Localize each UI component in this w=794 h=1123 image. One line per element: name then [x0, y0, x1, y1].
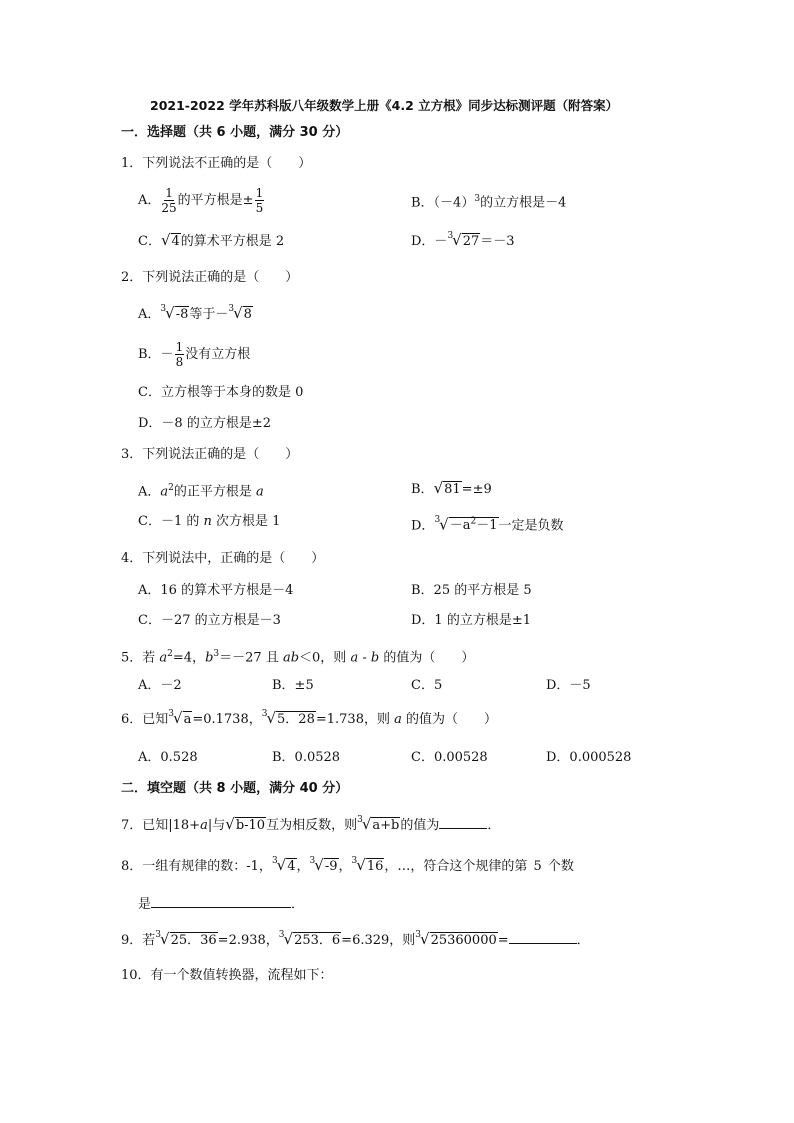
question-6-option-b: B．0.0528: [272, 750, 341, 765]
question-1-option-a: A． $\frac{1}{25}$ 的平方根是± $\frac{1}{5}$: [138, 186, 264, 215]
question-3-stem: 3．下列说法正确的是（ ）: [121, 447, 299, 462]
section-heading-fill: 二．填空题（共 8 小题，满分 40 分）: [121, 781, 349, 796]
question-6-option-d: D．0.000528: [546, 750, 632, 765]
page-title: 2021-2022 学年苏科版八年级数学上册《4.2 立方根》同步达标测评题（附答案）: [150, 98, 619, 113]
question-1-stem: 1．下列说法不正确的是（ ）: [121, 156, 312, 171]
question-3-option-b: B．√81=±9: [411, 479, 492, 497]
question-5-option-c: C．5: [411, 678, 443, 693]
question-2-stem: 2．下列说法正确的是（ ）: [121, 270, 299, 285]
question-9-stem: 9．若$^3$√25．36=2.938，$^3$√253．6=6.329，则$^3$√25360000= ．: [121, 930, 590, 948]
question-8-stem: 8．一组有规律的数：-1，$^3$√4，$^3$√-9，$^3$√16，…，符合这个规律的第 5 个数: [121, 856, 574, 874]
question-4-stem: 4．下列说法中，正确的是（ ）: [121, 551, 325, 566]
question-6-option-c: C．0.00528: [411, 750, 488, 765]
question-7-stem: 7．已知|18+a|与√b-10互为相反数，则$^3$√a+b的值为 ．: [121, 815, 501, 833]
answer-blank[interactable]: [151, 893, 291, 908]
question-8-line-2: 是 ．: [138, 893, 304, 914]
section-heading-choice: 一．选择题（共 6 小题，满分 30 分）: [121, 125, 349, 140]
question-5-stem: 5．若 $a^2=4$，$b^3=-27$ 且 ab＜0，则 a - b 的值为（ ）: [121, 649, 475, 666]
question-2-option-a: A．$^3$√-8等于－$^3$√8: [138, 304, 252, 322]
question-6-option-a: A．0.528: [138, 750, 198, 765]
question-1-option-d: D．－$^3$√27＝－3: [411, 231, 515, 249]
question-3-option-a: A．$a^2$的正平方根是 a: [138, 483, 264, 500]
question-1-option-b: B．$(-4)^3$的立方根是－4: [411, 194, 567, 211]
question-5-option-d: D．－5: [546, 678, 591, 693]
question-2-option-c: C．立方根等于本身的数是 0: [138, 385, 304, 400]
question-4-option-c: C．－27 的立方根是－3: [138, 613, 281, 628]
question-6-stem: 6．已知$^3$√a=0.1738，$^3$√5．28=1.738，则 a 的值为（ ）: [121, 709, 498, 727]
question-3-option-c: C．－1 的 n 次方根是 1: [138, 514, 281, 529]
question-1-option-c: C．√4的算术平方根是 2: [138, 231, 285, 249]
question-2-option-d: D．－8 的立方根是±2: [138, 416, 271, 431]
question-5-option-b: B．±5: [272, 678, 314, 693]
question-3-option-d: D．$^3√-a^2-1$一定是负数: [411, 515, 564, 534]
question-4-option-d: D．1 的立方根是±1: [411, 613, 531, 628]
question-10-stem: 10．有一个数值转换器，流程如下：: [121, 968, 333, 983]
answer-blank[interactable]: [509, 929, 577, 944]
question-5-option-a: A．－2: [138, 678, 182, 693]
question-2-option-b: B．－ $\frac{1}{8}$ 没有立方根: [138, 340, 251, 369]
question-4-option-a: A．16 的算术平方根是－4: [138, 583, 294, 598]
answer-blank[interactable]: [439, 814, 487, 829]
question-4-option-b: B．25 的平方根是 5: [411, 583, 532, 598]
